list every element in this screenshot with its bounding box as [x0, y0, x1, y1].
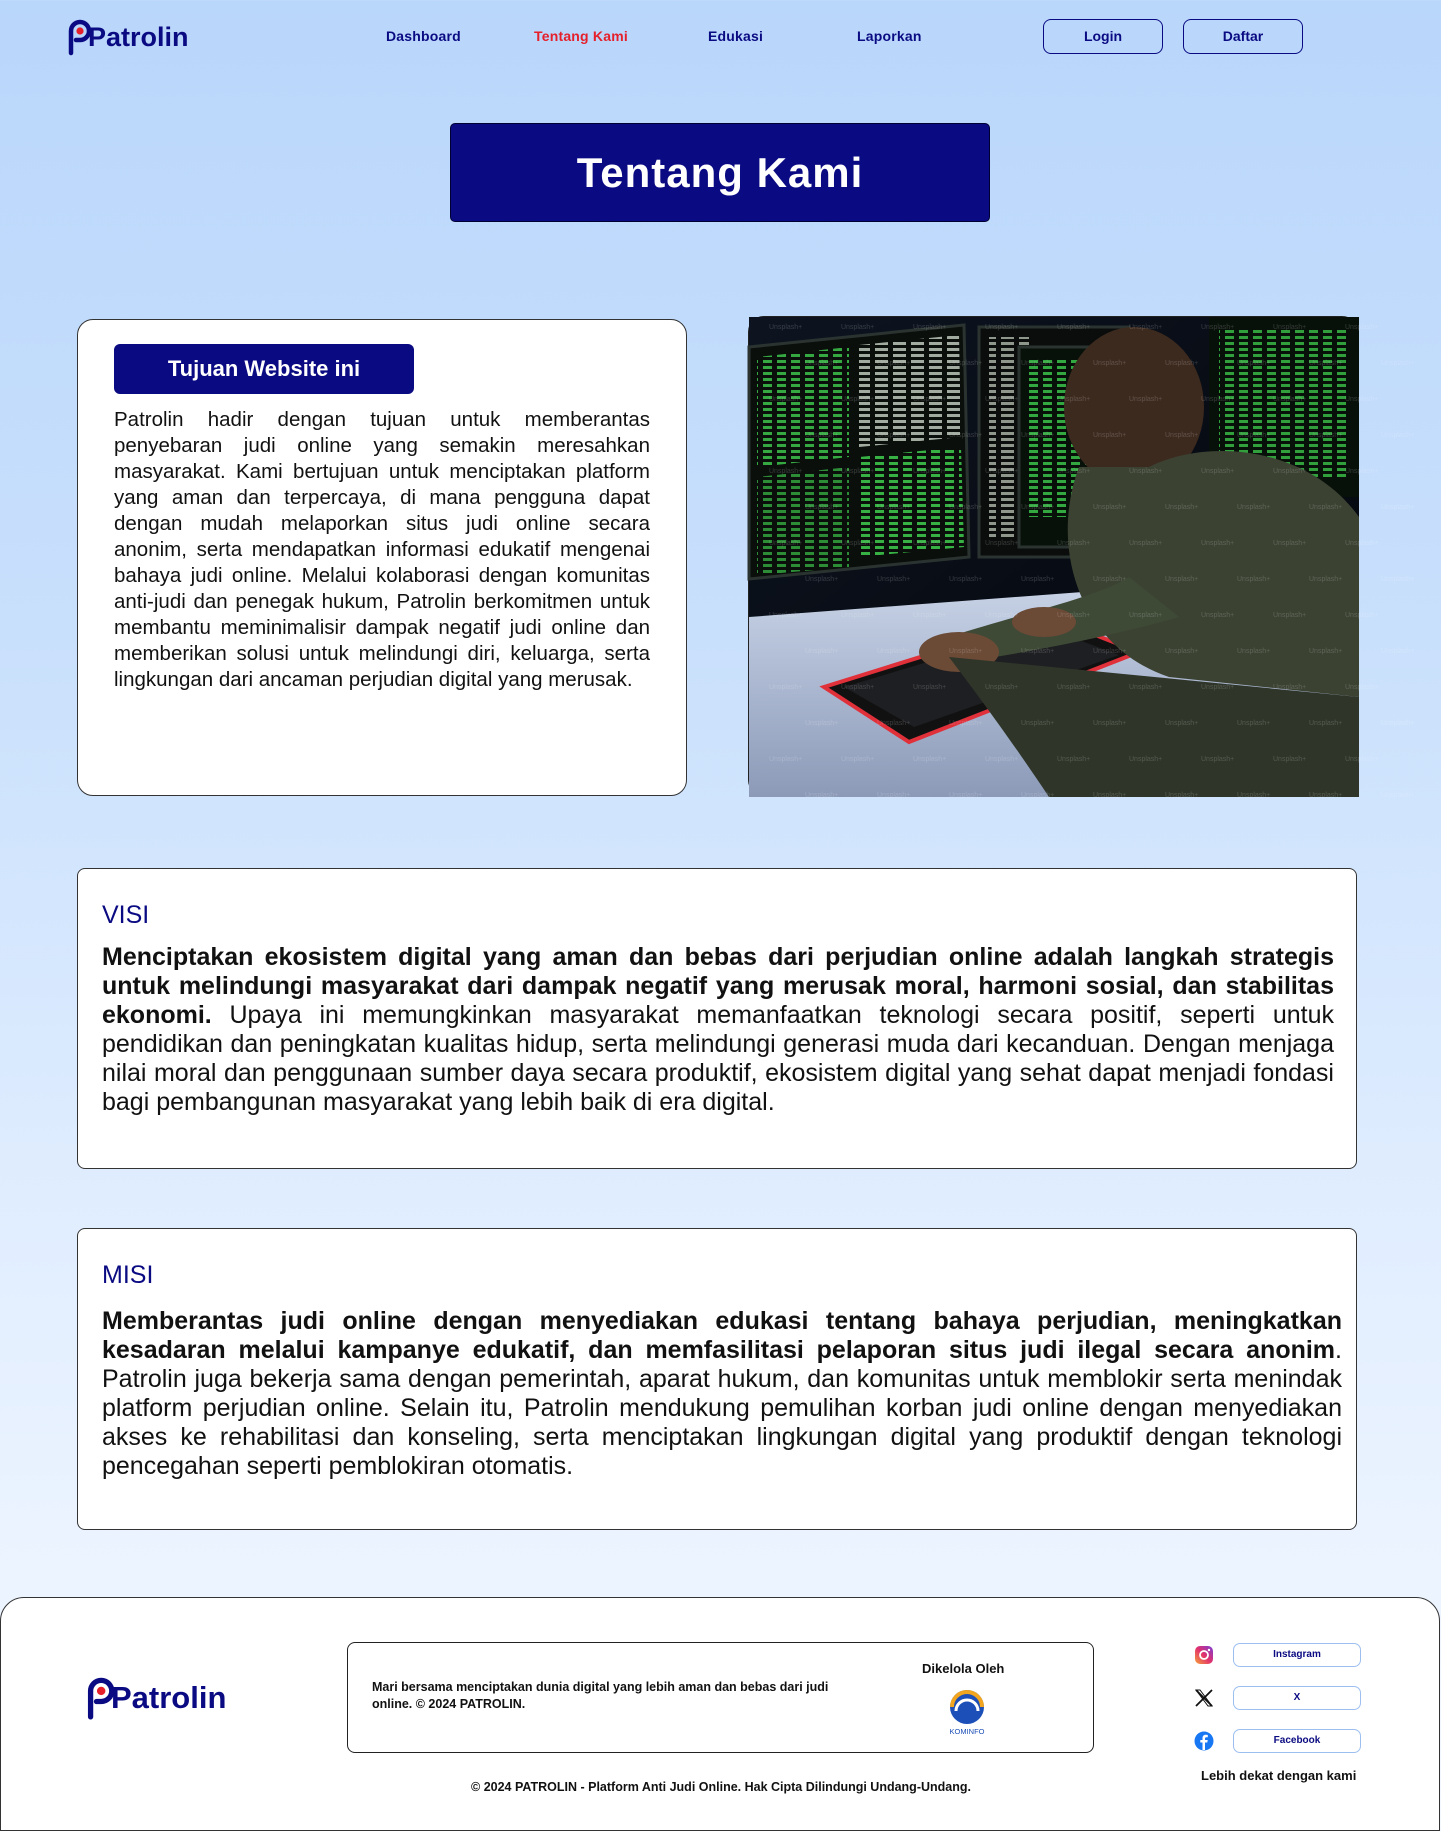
unsplash-watermark: Unsplash+ — [1201, 540, 1235, 547]
footer-brand-logo[interactable] — [87, 1678, 226, 1718]
unsplash-watermark: Unsplash+ — [841, 756, 875, 763]
vision-title: VISI — [102, 901, 150, 929]
brand-name: Patrolin — [88, 21, 189, 52]
unsplash-watermark: Unsplash+ — [1129, 684, 1163, 691]
page-title: Tentang Kami — [450, 123, 990, 222]
unsplash-watermark: Unsplash+ — [1093, 576, 1127, 583]
register-button[interactable]: Daftar — [1183, 19, 1303, 54]
unsplash-watermark: Unsplash+ — [1129, 468, 1163, 475]
unsplash-watermark: Unsplash+ — [841, 396, 875, 403]
unsplash-watermark: Unsplash+ — [985, 396, 1019, 403]
unsplash-watermark: Unsplash+ — [1129, 612, 1163, 619]
unsplash-watermark: Unsplash+ — [1201, 468, 1235, 475]
unsplash-watermark: Unsplash+ — [1381, 432, 1415, 439]
unsplash-watermark: Unsplash+ — [769, 540, 803, 547]
unsplash-watermark: Unsplash+ — [1165, 648, 1199, 655]
unsplash-watermark: Unsplash+ — [805, 720, 839, 727]
vision-bold-text: Menciptakan ekosistem digital yang aman dan bebas dari perjudian online adalah langkah strategis untuk melindungi masyarakat dari dampak negatif yang merusak moral, harmoni sosial, dan stabilitas ekonomi. — [102, 943, 1334, 1029]
x-icon — [1193, 1687, 1215, 1709]
unsplash-watermark: Unsplash+ — [1165, 360, 1199, 367]
mission-card — [77, 1228, 1357, 1530]
unsplash-watermark: Unsplash+ — [1237, 432, 1271, 439]
unsplash-watermark: Unsplash+ — [1345, 684, 1379, 691]
unsplash-watermark: Unsplash+ — [1021, 792, 1055, 799]
unsplash-watermark: Unsplash+ — [1309, 432, 1343, 439]
unsplash-watermark: Unsplash+ — [1345, 396, 1379, 403]
unsplash-watermark: Unsplash+ — [805, 648, 839, 655]
mission-bold-text: Memberantas judi online dengan menyediakan edukasi tentang bahaya perjudian, meningkatkan kesadaran melalui kampanye edukatif, dan memfasilitasi pelaporan situs judi ilegal secara anonim — [102, 1307, 1342, 1364]
footer-brand-name: Patrolin — [111, 1680, 227, 1715]
unsplash-watermark: Unsplash+ — [1381, 576, 1415, 583]
unsplash-watermark: Unsplash+ — [877, 504, 911, 511]
unsplash-watermark: Unsplash+ — [985, 756, 1019, 763]
unsplash-watermark: Unsplash+ — [877, 360, 911, 367]
unsplash-watermark: Unsplash+ — [841, 684, 875, 691]
unsplash-watermark: Unsplash+ — [949, 720, 983, 727]
purpose-heading: Tujuan Website ini — [114, 344, 414, 394]
unsplash-watermark: Unsplash+ — [769, 684, 803, 691]
kominfo-label: KOMINFO — [949, 1727, 985, 1736]
brand-logo[interactable] — [68, 20, 189, 54]
unsplash-watermark: Unsplash+ — [1165, 432, 1199, 439]
unsplash-watermark: Unsplash+ — [1093, 504, 1127, 511]
unsplash-watermark: Unsplash+ — [985, 468, 1019, 475]
socials-caption: Lebih dekat dengan kami — [1201, 1768, 1357, 1783]
unsplash-watermark: Unsplash+ — [1237, 792, 1271, 799]
unsplash-watermark: Unsplash+ — [1237, 648, 1271, 655]
mission-title: MISI — [102, 1261, 154, 1289]
unsplash-watermark: Unsplash+ — [1273, 324, 1307, 331]
unsplash-watermark: Unsplash+ — [1273, 612, 1307, 619]
unsplash-watermark: Unsplash+ — [877, 432, 911, 439]
instagram-button[interactable]: Instagram — [1233, 1643, 1361, 1667]
unsplash-watermark: Unsplash+ — [769, 396, 803, 403]
footer-info-box — [347, 1642, 1094, 1753]
unsplash-watermark: Unsplash+ — [1309, 360, 1343, 367]
unsplash-watermark: Unsplash+ — [913, 324, 947, 331]
unsplash-watermark: Unsplash+ — [1273, 468, 1307, 475]
unsplash-watermark: Unsplash+ — [1201, 324, 1235, 331]
unsplash-watermark: Unsplash+ — [841, 468, 875, 475]
unsplash-watermark: Unsplash+ — [1021, 432, 1055, 439]
purpose-card — [77, 319, 687, 796]
facebook-icon — [1193, 1730, 1215, 1752]
vision-card — [77, 868, 1357, 1169]
unsplash-watermark: Unsplash+ — [985, 684, 1019, 691]
unsplash-watermark: Unsplash+ — [805, 360, 839, 367]
patrolin-logo-icon — [68, 20, 90, 54]
unsplash-watermark: Unsplash+ — [1057, 684, 1091, 691]
social-instagram[interactable] — [1193, 1642, 1363, 1668]
mission-text — [102, 1307, 1342, 1481]
unsplash-watermark: Unsplash+ — [1273, 756, 1307, 763]
unsplash-watermark: Unsplash+ — [1345, 468, 1379, 475]
footer-tagline: Mari bersama menciptakan dunia digital yang lebih aman dan bebas dari judi online. © 2024 PATROLIN. — [372, 1680, 829, 1711]
unsplash-watermark: Unsplash+ — [1021, 720, 1055, 727]
unsplash-watermark: Unsplash+ — [1057, 396, 1091, 403]
unsplash-watermark: Unsplash+ — [913, 756, 947, 763]
unsplash-watermark: Unsplash+ — [1129, 324, 1163, 331]
unsplash-watermark: Unsplash+ — [1093, 792, 1127, 799]
social-x[interactable] — [1193, 1685, 1363, 1711]
unsplash-watermark: Unsplash+ — [949, 792, 983, 799]
unsplash-watermark: Unsplash+ — [1201, 756, 1235, 763]
site-footer — [0, 1597, 1440, 1831]
x-button[interactable]: X — [1233, 1686, 1361, 1710]
unsplash-watermark: Unsplash+ — [985, 612, 1019, 619]
nav-dashboard[interactable]: Dashboard — [386, 28, 461, 44]
unsplash-watermark: Unsplash+ — [1201, 684, 1235, 691]
unsplash-watermark: Unsplash+ — [1165, 720, 1199, 727]
unsplash-watermark: Unsplash+ — [1057, 756, 1091, 763]
unsplash-watermark: Unsplash+ — [1309, 720, 1343, 727]
unsplash-watermark: Unsplash+ — [805, 504, 839, 511]
managed-by-label: Dikelola Oleh — [922, 1661, 1005, 1676]
copyright-text: © 2024 PATROLIN - Platform Anti Judi Online. Hak Cipta Dilindungi Undang-Undang. — [471, 1780, 971, 1794]
unsplash-watermark: Unsplash+ — [1093, 432, 1127, 439]
unsplash-watermark: Unsplash+ — [1165, 576, 1199, 583]
photo-illustration — [749, 317, 1415, 799]
purpose-text: Patrolin hadir dengan tujuan untuk memberantas penyebaran judi online yang semakin meresahkan masyarakat. Kami bertujuan untuk menciptakan platform yang aman dan terpercaya, di mana pengguna dapat dengan mudah melaporkan situs judi online secara anonim, serta mendapatkan informasi edukatif mengenai bahaya judi online. Melalui kolaborasi dengan komunitas anti-judi dan penegak hukum, Patrolin berkomitmen untuk membantu meminimalisir dampak negatif judi online dan memberikan solusi untuk melindungi diri, keluarga, serta lingkungan dari ancaman perjudian digital yang merusak. — [114, 408, 650, 691]
unsplash-watermark: Unsplash+ — [985, 324, 1019, 331]
unsplash-watermark: Unsplash+ — [805, 576, 839, 583]
unsplash-watermark: Unsplash+ — [1345, 324, 1379, 331]
unsplash-watermark: Unsplash+ — [877, 648, 911, 655]
unsplash-watermark: Unsplash+ — [1309, 576, 1343, 583]
unsplash-watermark: Unsplash+ — [1201, 396, 1235, 403]
unsplash-watermark: Unsplash+ — [1309, 792, 1343, 799]
unsplash-watermark: Unsplash+ — [1237, 720, 1271, 727]
unsplash-watermark: Unsplash+ — [1381, 504, 1415, 511]
unsplash-watermark: Unsplash+ — [1237, 576, 1271, 583]
unsplash-watermark: Unsplash+ — [1381, 648, 1415, 655]
instagram-icon — [1193, 1644, 1215, 1666]
unsplash-watermark: Unsplash+ — [1165, 792, 1199, 799]
unsplash-watermark: Unsplash+ — [1057, 612, 1091, 619]
unsplash-watermark: Unsplash+ — [949, 504, 983, 511]
unsplash-watermark: Unsplash+ — [949, 576, 983, 583]
unsplash-watermark: Unsplash+ — [913, 540, 947, 547]
unsplash-watermark: Unsplash+ — [949, 648, 983, 655]
unsplash-watermark: Unsplash+ — [1021, 576, 1055, 583]
unsplash-watermark: Unsplash+ — [949, 360, 983, 367]
vision-text — [102, 943, 1334, 1117]
unsplash-watermark: Unsplash+ — [1237, 360, 1271, 367]
unsplash-watermark: Unsplash+ — [1093, 648, 1127, 655]
unsplash-watermark: Unsplash+ — [769, 756, 803, 763]
unsplash-watermark: Unsplash+ — [1273, 684, 1307, 691]
nav-edukasi[interactable]: Edukasi — [708, 28, 764, 44]
social-facebook[interactable] — [1193, 1728, 1363, 1754]
hacker-photo — [748, 316, 1415, 799]
nav-tentang-kami[interactable]: Tentang Kami — [534, 28, 628, 44]
unsplash-watermark: Unsplash+ — [1057, 468, 1091, 475]
unsplash-watermark: Unsplash+ — [1165, 504, 1199, 511]
unsplash-watermark: Unsplash+ — [913, 612, 947, 619]
unsplash-watermark: Unsplash+ — [1021, 360, 1055, 367]
unsplash-watermark: Unsplash+ — [841, 540, 875, 547]
top-nav — [0, 0, 1440, 76]
unsplash-watermark: Unsplash+ — [1381, 720, 1415, 727]
unsplash-watermark: Unsplash+ — [1129, 756, 1163, 763]
unsplash-watermark: Unsplash+ — [1021, 648, 1055, 655]
unsplash-watermark: Unsplash+ — [805, 792, 839, 799]
unsplash-watermark: Unsplash+ — [769, 612, 803, 619]
unsplash-watermark: Unsplash+ — [877, 792, 911, 799]
unsplash-watermark: Unsplash+ — [877, 720, 911, 727]
unsplash-watermark: Unsplash+ — [841, 612, 875, 619]
patrolin-logo-icon — [87, 1678, 113, 1718]
unsplash-watermark: Unsplash+ — [1381, 792, 1415, 799]
login-button[interactable]: Login — [1043, 19, 1163, 54]
unsplash-watermark: Unsplash+ — [877, 576, 911, 583]
unsplash-watermark: Unsplash+ — [1021, 504, 1055, 511]
unsplash-watermark: Unsplash+ — [769, 324, 803, 331]
unsplash-watermark: Unsplash+ — [1093, 720, 1127, 727]
unsplash-watermark: Unsplash+ — [985, 540, 1019, 547]
unsplash-watermark: Unsplash+ — [949, 432, 983, 439]
unsplash-watermark: Unsplash+ — [913, 468, 947, 475]
unsplash-watermark: Unsplash+ — [1093, 360, 1127, 367]
unsplash-watermark: Unsplash+ — [1201, 612, 1235, 619]
unsplash-watermark: Unsplash+ — [1057, 540, 1091, 547]
unsplash-watermark: Unsplash+ — [769, 468, 803, 475]
unsplash-watermark: Unsplash+ — [1129, 396, 1163, 403]
unsplash-watermark: Unsplash+ — [1345, 756, 1379, 763]
unsplash-watermark: Unsplash+ — [1129, 540, 1163, 547]
unsplash-watermark: Unsplash+ — [805, 432, 839, 439]
vision-body-text: Upaya ini memungkinkan masyarakat memanfaatkan teknologi secara positif, seperti untuk pendidikan dan peningkatan kualitas hidup, serta melindungi generasi muda dari kecanduan. Dengan menjaga nilai moral dan penggunaan sumber daya secara produktif, ekosistem digital yang sehat dapat menjadi fondasi bagi pembangunan masyarakat yang lebih baik di era digital. — [102, 1001, 1334, 1116]
facebook-button[interactable]: Facebook — [1233, 1729, 1361, 1753]
unsplash-watermark: Unsplash+ — [913, 684, 947, 691]
unsplash-watermark: Unsplash+ — [1273, 540, 1307, 547]
unsplash-watermark: Unsplash+ — [1309, 504, 1343, 511]
unsplash-watermark: Unsplash+ — [841, 324, 875, 331]
unsplash-watermark: Unsplash+ — [1237, 504, 1271, 511]
unsplash-watermark: Unsplash+ — [1345, 612, 1379, 619]
unsplash-watermark: Unsplash+ — [1057, 324, 1091, 331]
unsplash-watermark: Unsplash+ — [913, 396, 947, 403]
kominfo-logo-icon — [942, 1687, 992, 1737]
unsplash-watermark: Unsplash+ — [1345, 540, 1379, 547]
mission-body-text: . Patrolin juga bekerja sama dengan pemerintah, aparat hukum, dan komunitas untuk memblokir serta menindak platform perjudian online. Selain itu, Patrolin mendukung pemulihan korban judi online dengan menyediakan akses ke rehabilitasi dan konseling, serta menciptakan lingkungan digital yang produktif dengan teknologi pencegahan seperti pemblokiran otomatis. — [102, 1336, 1342, 1480]
nav-laporkan[interactable]: Laporkan — [857, 28, 922, 44]
unsplash-watermark: Unsplash+ — [1381, 360, 1415, 367]
unsplash-watermark: Unsplash+ — [1273, 396, 1307, 403]
unsplash-watermark: Unsplash+ — [1309, 648, 1343, 655]
